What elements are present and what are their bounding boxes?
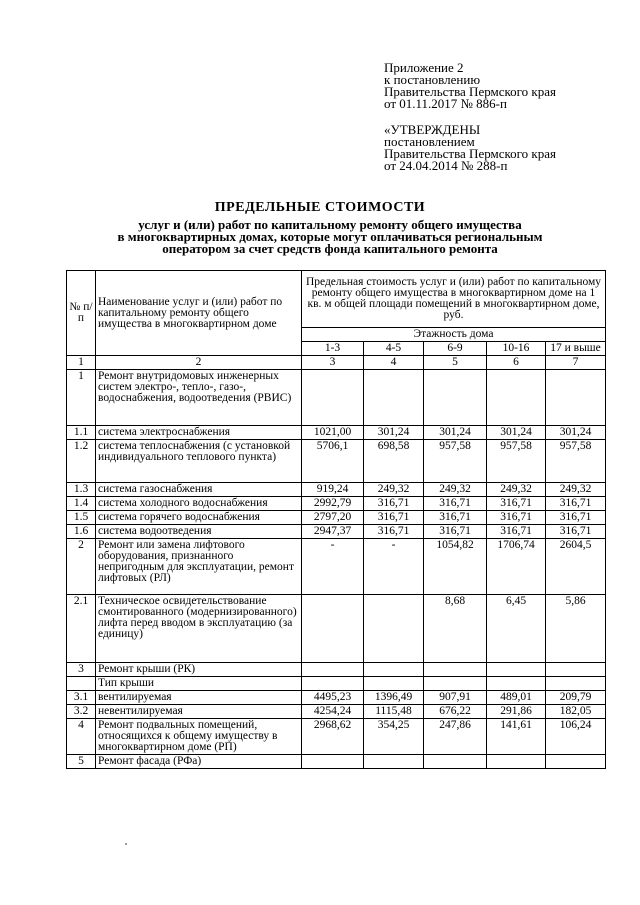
index-row [67,356,606,370]
subtitle-line: оператором за счет средств фонда капитального ремонта [162,241,498,256]
row-name: система электроснабжения [96,426,302,440]
row-name: невентилируемая [96,705,302,719]
cost-cell [487,370,546,426]
cost-cell: 1115,48 [364,705,424,719]
cost-cell: - [364,539,424,595]
cost-cell: 301,24 [424,426,487,440]
row-number [67,677,96,691]
cost-cell: 2968,62 [302,719,364,755]
cost-cell [424,677,487,691]
row-name: Ремонт крыши (РК) [96,663,302,677]
cost-cell [302,595,364,663]
cost-cell [302,755,364,769]
cost-cell [546,370,606,426]
cost-cell: 316,71 [424,511,487,525]
row-name: система водоотведения [96,525,302,539]
cost-cell: 249,32 [546,483,606,497]
approved-line: «УТВЕРЖДЕНЫ [384,122,481,137]
table-row [67,719,606,755]
row-number: 1.3 [67,483,96,497]
table-row [67,663,606,677]
cost-cell [364,755,424,769]
appendix-line: к постановлению [384,72,481,87]
column-index: 5 [424,356,487,370]
row-number: 3.1 [67,691,96,705]
row-name: вентилируемая [96,691,302,705]
row-number: 1.1 [67,426,96,440]
column-index: 4 [364,356,424,370]
cost-cell [302,677,364,691]
cost-cell: 291,86 [487,705,546,719]
cost-cell: 316,71 [487,497,546,511]
row-number: 3.2 [67,705,96,719]
cost-cell: 8,68 [424,595,487,663]
cost-cell [302,663,364,677]
cost-cell: 2797,20 [302,511,364,525]
approved-line: от 24.04.2014 № 288-п [384,158,508,173]
cost-cell [546,663,606,677]
cost-cell: 316,71 [424,497,487,511]
row-number: 1 [67,370,96,426]
floor-col-header: 10-16 [487,342,546,356]
cost-cell: 316,71 [364,511,424,525]
cost-cell: 2992,79 [302,497,364,511]
appendix-line: от 01.11.2017 № 886-п [384,96,507,111]
cost-cell: 2604,5 [546,539,606,595]
cost-cell: 698,58 [364,440,424,483]
cost-cell: 316,71 [546,511,606,525]
table-row [67,525,606,539]
table-row [67,440,606,483]
table-row [67,755,606,769]
cost-cell: - [302,539,364,595]
table-row [67,677,606,691]
cost-cell: 316,71 [364,497,424,511]
cost-cell [302,370,364,426]
cost-cell: 182,05 [546,705,606,719]
cost-cell: 316,71 [546,497,606,511]
cost-cell [424,663,487,677]
cost-cell: 919,24 [302,483,364,497]
row-name: система теплоснабжения (с установкой индивидуального теплового пункта) [96,440,302,483]
table-row [67,705,606,719]
cost-cell: 489,01 [487,691,546,705]
row-number: 4 [67,719,96,755]
cost-cell: 249,32 [364,483,424,497]
cost-cell: 249,32 [487,483,546,497]
cost-cell: 106,24 [546,719,606,755]
cost-cell: 209,79 [546,691,606,705]
column-index: 6 [487,356,546,370]
header-name: Наименование услуг и (или) работ по капитальному ремонту общего имущества в многоквартирном доме [96,271,302,356]
table-row [67,426,606,440]
row-name: Ремонт подвальных помещений, относящихся к общему имуществу в многоквартирном доме (РП) [96,719,302,755]
cost-cell [546,755,606,769]
row-number: 1.6 [67,525,96,539]
cost-cell: 4495,23 [302,691,364,705]
cost-cell: 957,58 [546,440,606,483]
column-index: 2 [96,356,302,370]
column-index: 1 [67,356,96,370]
document-title: ПРЕДЕЛЬНЫЕ СТОИМОСТИ [214,200,426,215]
row-name: Тип крыши [96,677,302,691]
row-name: Ремонт фасада (РФа) [96,755,302,769]
row-number: 3 [67,663,96,677]
cost-cell [487,677,546,691]
cost-cell: 2947,37 [302,525,364,539]
cost-cell: 247,86 [424,719,487,755]
cost-cell: 316,71 [424,525,487,539]
row-number: 2 [67,539,96,595]
row-number: 1.4 [67,497,96,511]
cost-cell: 1396,49 [364,691,424,705]
floor-col-header: 17 и выше [546,342,606,356]
cost-cell: 4254,24 [302,705,364,719]
cost-cell: 5,86 [546,595,606,663]
appendix-line: Приложение 2 [384,60,464,75]
subtitle-line: в многоквартирных домах, которые могут оплачиваться региональным [117,229,543,244]
cost-cell: 249,32 [424,483,487,497]
scan-speck [125,843,127,845]
table-row [67,511,606,525]
cost-cell: 141,61 [487,719,546,755]
cost-cell [364,677,424,691]
cost-table [66,270,606,769]
cost-cell: 301,24 [546,426,606,440]
cost-cell: 316,71 [487,525,546,539]
cost-cell: 1706,74 [487,539,546,595]
cost-cell: 301,24 [487,426,546,440]
row-name: система горячего водоснабжения [96,511,302,525]
table-row [67,595,606,663]
header-cost: Предельная стоимость услуг и (или) работ по капитальному ремонту общего имущества в многоквартирном доме на 1 кв. м общей площади помещений в многоквартирном доме, руб. [302,271,606,328]
row-number: 1.2 [67,440,96,483]
cost-cell: 957,58 [424,440,487,483]
cost-cell: 1054,82 [424,539,487,595]
cost-cell: 6,45 [487,595,546,663]
table-row [67,483,606,497]
subtitle-line: услуг и (или) работ по капитальному ремонту общего имущества [138,217,522,232]
row-name: система газоснабжения [96,483,302,497]
row-number: 5 [67,755,96,769]
header-floors: Этажность дома [302,328,606,342]
row-name: Ремонт внутридомовых инженерных систем электро-, тепло-, газо-, водоснабжения, водоотведения (РВИС) [96,370,302,426]
cost-cell: 957,58 [487,440,546,483]
cost-cell [364,595,424,663]
row-name: Ремонт или замена лифтового оборудования, признанного непригодным для эксплуатации, ремонт лифтовых (РЛ) [96,539,302,595]
row-number: 1.5 [67,511,96,525]
approved-header [384,124,556,172]
table-row [67,370,606,426]
table-body [67,370,606,769]
row-number: 2.1 [67,595,96,663]
cost-cell [424,370,487,426]
cost-cell [364,370,424,426]
approved-line: постановлением [384,134,475,149]
appendix-header [384,62,556,110]
cost-cell [546,677,606,691]
row-name: Техническое освидетельствование смонтированного (модернизированного) лифта перед вводом в эксплуатацию (за единицу) [96,595,302,663]
appendix-line: Правительства Пермского края [384,84,556,99]
cost-cell: 1021,00 [302,426,364,440]
document-subtitle [60,219,600,255]
table-row [67,539,606,595]
row-name: система холодного водоснабжения [96,497,302,511]
cost-cell: 5706,1 [302,440,364,483]
cost-cell: 316,71 [364,525,424,539]
cost-cell: 316,71 [487,511,546,525]
table-row [67,497,606,511]
cost-cell: 676,22 [424,705,487,719]
cost-cell [364,663,424,677]
cost-cell [424,755,487,769]
cost-cell: 354,25 [364,719,424,755]
cost-cell: 301,24 [364,426,424,440]
cost-cell: 316,71 [546,525,606,539]
column-index: 7 [546,356,606,370]
approved-line: Правительства Пермского края [384,146,556,161]
cost-cell [487,755,546,769]
floor-col-header: 6-9 [424,342,487,356]
table-row [67,691,606,705]
cost-cell: 907,91 [424,691,487,705]
floor-col-header: 4-5 [364,342,424,356]
header-num: № п/п [67,271,96,356]
column-index: 3 [302,356,364,370]
cost-cell [487,663,546,677]
floor-col-header: 1-3 [302,342,364,356]
